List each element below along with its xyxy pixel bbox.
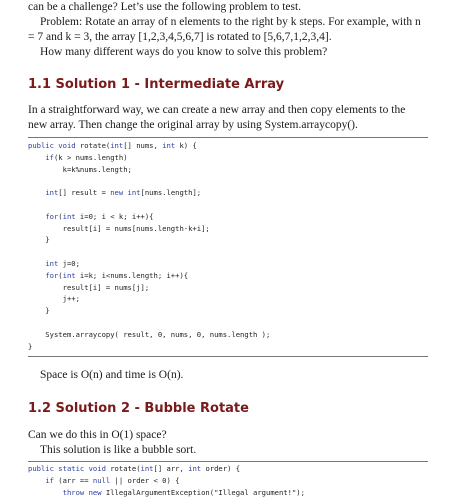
- code-line: int[] result = new int[nums.length];: [45, 188, 202, 198]
- section-heading-solution-2: 1.2 Solution 2 - Bubble Rotate: [28, 401, 249, 416]
- code-line: result[i] = nums[j];: [28, 282, 150, 292]
- code-block-solution-2: [28, 463, 305, 498]
- code-line: result[i] = nums[nums.length-k+i];: [28, 223, 210, 233]
- solution-2-description: This solution is like a bubble sort.: [40, 444, 197, 456]
- code-block-2-top-rule: [28, 461, 428, 462]
- problem-statement-line-1: Problem: Rotate an array of n elements to the right by k steps. For example, with n: [40, 16, 421, 28]
- code-line: }: [28, 341, 33, 351]
- solution-1-description-line-2: new array. Then change the original array by using System.arraycopy().: [28, 119, 358, 131]
- code-line: throw new IllegalArgumentException("Illegal argument!");: [62, 487, 305, 497]
- code-line: j++;: [28, 294, 80, 304]
- code-line: public static void rotate(int[] arr, int order) {: [28, 464, 241, 473]
- code-line: int j=0;: [45, 258, 80, 268]
- problem-statement-line-2: = 7 and k = 3, the array [1,2,3,4,5,6,7] is rotated to [5,6,7,1,2,3,4].: [28, 31, 332, 43]
- code-line: if (arr == null || order < 0) {: [45, 475, 180, 485]
- code-line: System.arraycopy( result, 0, nums, 0, nums.length );: [28, 329, 271, 339]
- code-line: for(int i=0; i < k; i++){: [45, 211, 154, 221]
- intro-line-1: can be a challenge? Let’s use the following problem to test.: [28, 1, 302, 13]
- question-line: How many different ways do you know to solve this problem?: [40, 46, 328, 58]
- code-line: for(int i=k; i<nums.length; i++){: [45, 270, 189, 280]
- code-block-bottom-rule: [28, 356, 428, 357]
- code-block-solution-1: [28, 140, 270, 352]
- code-line: }: [28, 306, 50, 316]
- code-line: if(k > nums.length): [45, 152, 128, 162]
- solution-1-description-line-1: In a straightforward way, we can create a new array and then copy elements to the: [28, 104, 406, 116]
- code-line: public void rotate(int[] nums, int k) {: [28, 141, 197, 150]
- complexity-note: Space is O(n) and time is O(n).: [40, 369, 184, 381]
- code-block-top-rule: [28, 137, 428, 138]
- solution-1-description: [28, 103, 428, 133]
- solution-2-question: Can we do this in O(1) space?: [28, 429, 167, 441]
- code-line: k=k%nums.length;: [28, 164, 132, 174]
- code-line: }: [28, 235, 50, 245]
- section-heading-solution-1: 1.1 Solution 1 - Intermediate Array: [28, 77, 285, 92]
